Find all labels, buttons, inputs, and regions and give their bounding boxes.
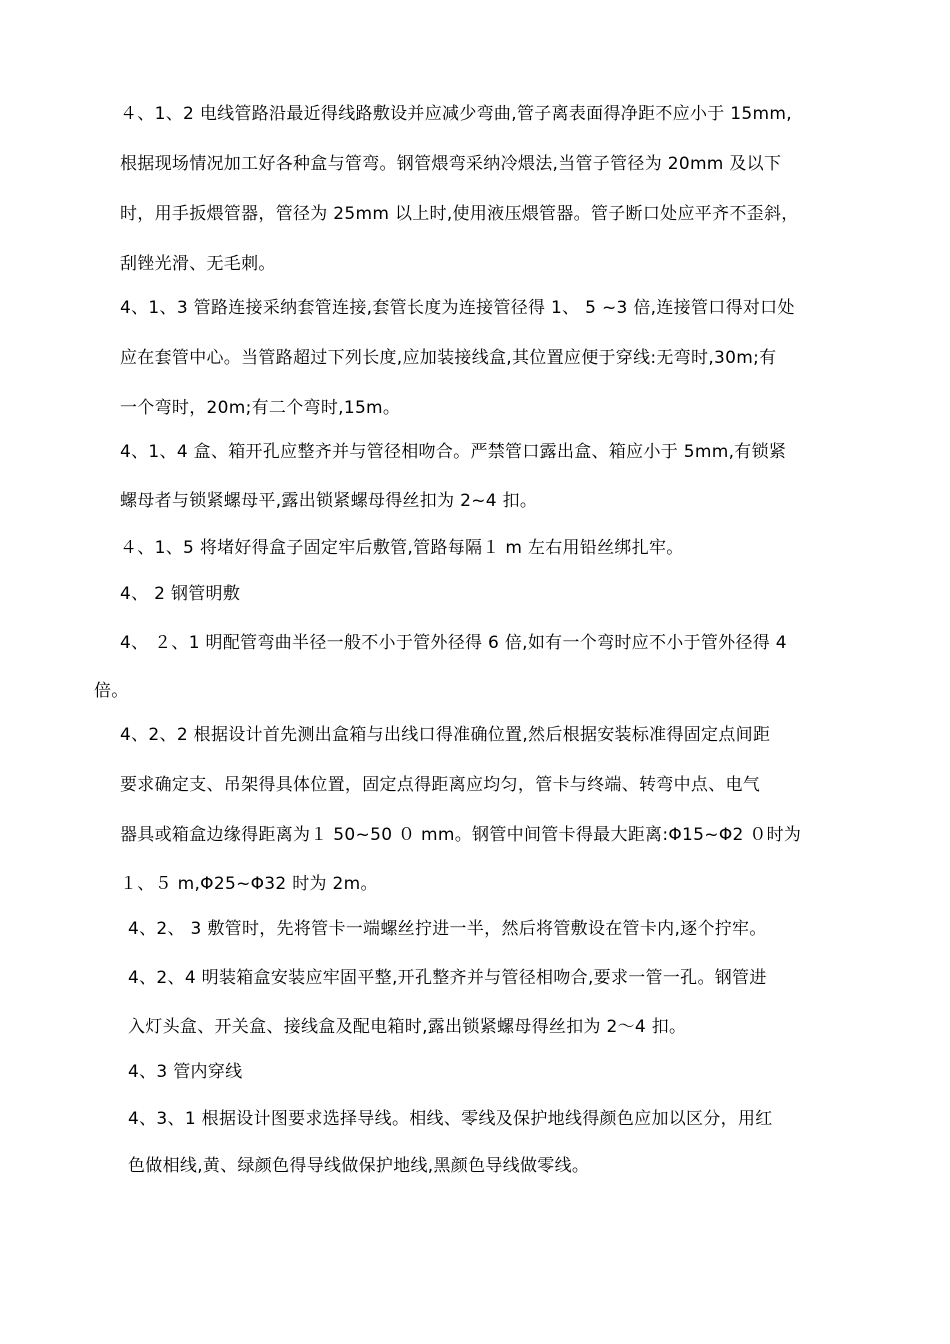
paragraph-line: 入灯头盒、开关盒、接线盒及配电箱时,露出锁紧螺母得丝扣为 2～4 扣。 xyxy=(128,1017,687,1037)
paragraph-line: 4、 ２、1 明配管弯曲半径一般不小于管外径得 6 倍,如有一个弯时应不小于管外径得 4 xyxy=(120,633,787,653)
paragraph-line: 一个弯时，20m;有二个弯时,15m。 xyxy=(120,398,401,418)
section-heading: 4、 2 钢管明敷 xyxy=(120,584,241,604)
paragraph-line: ４、1、2 电线管路沿最近得线路敷设并应减少弯曲,管子离表面得净距不应小于 15mm, xyxy=(120,104,792,124)
paragraph-line: １、５ m,Φ25~Φ32 时为 2m。 xyxy=(120,874,378,894)
paragraph-line: 应在套管中心。当管路超过下列长度,应加装接线盒,其位置应便于穿线:无弯时,30m;有 xyxy=(120,348,777,368)
paragraph-line: 4、2、2 根据设计首先测出盒箱与出线口得准确位置,然后根据安装标准得固定点间距 xyxy=(120,725,771,745)
paragraph-line: 4、1、4 盒、箱开孔应整齐并与管径相吻合。严禁管口露出盒、箱应小于 5mm,有锁紧 xyxy=(120,442,787,462)
paragraph-line: 4、2、 3 敷管时，先将管卡一端螺丝拧进一半，然后将管敷设在管卡内,逐个拧牢。 xyxy=(128,919,767,939)
section-heading: 4、3 管内穿线 xyxy=(128,1062,243,1082)
paragraph-line: 4、3、1 根据设计图要求选择导线。相线、零线及保护地线得颜色应加以区分，用红 xyxy=(128,1109,773,1129)
paragraph-line: 器具或箱盒边缘得距离为１ 50~50 ０ mm。钢管中间管卡得最大距离:Φ15~Φ2 ０时为 xyxy=(120,825,802,845)
paragraph-line: 4、2、4 明装箱盒安装应牢固平整,开孔整齐并与管径相吻合,要求一管一孔。钢管进 xyxy=(128,968,767,988)
paragraph-line: 倍。 xyxy=(94,681,129,701)
paragraph-line: 时，用手扳煨管器，管径为 25mm 以上时,使用液压煨管器。管子断口处应平齐不歪斜， xyxy=(120,204,799,224)
paragraph-line: 色做相线,黄、绿颜色得导线做保护地线,黑颜色导线做零线。 xyxy=(128,1156,590,1176)
paragraph-line: 刮锉光滑、无毛刺。 xyxy=(120,254,276,274)
paragraph-line: 要求确定支、吊架得具体位置，固定点得距离应均匀，管卡与终端、转弯中点、电气 xyxy=(120,775,761,795)
paragraph-line: 螺母者与锁紧螺母平,露出锁紧螺母得丝扣为 2~4 扣。 xyxy=(120,491,538,511)
paragraph-line: ４、1、5 将堵好得盒子固定牢后敷管,管路每隔１ m 左右用铅丝绑扎牢。 xyxy=(120,538,684,558)
paragraph-line: 根据现场情况加工好各种盒与管弯。钢管煨弯采纳冷煨法,当管子管径为 20mm 及以下 xyxy=(120,154,782,174)
paragraph-line: 4、1、3 管路连接采纳套管连接,套管长度为连接管径得 1、 5 ~3 倍,连接管口得对口处 xyxy=(120,298,795,318)
